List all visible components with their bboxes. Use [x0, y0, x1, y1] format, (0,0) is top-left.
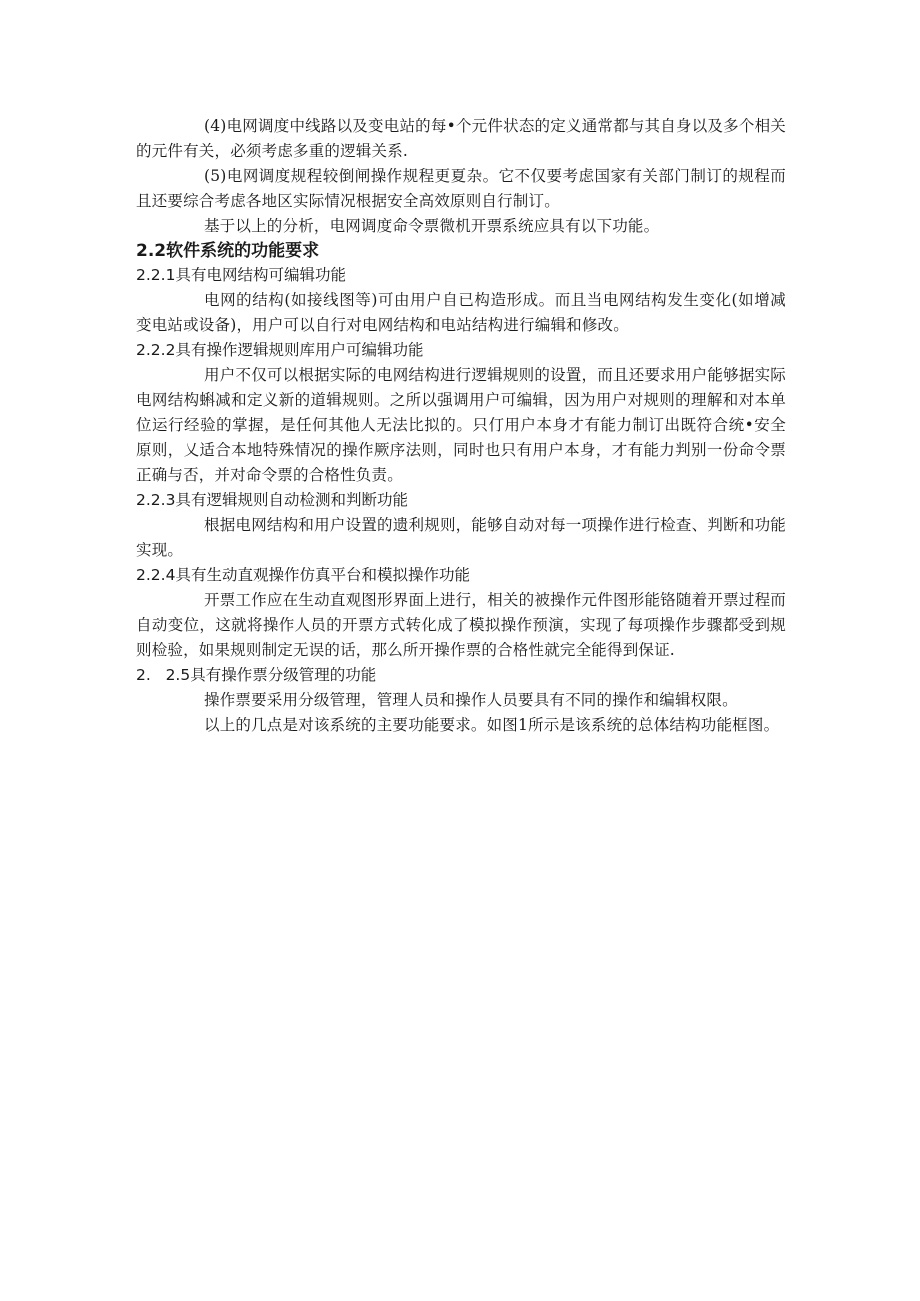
subsection-heading-2-2-5: 2. 2.5具有操作票分级管理的功能: [136, 666, 377, 684]
subsection-heading-2-2-1: 2.2.1具有电网结构可编辑功能: [136, 266, 346, 284]
section-heading-2-2: 2.2软件系统的功能要求: [136, 241, 320, 261]
paragraph-2-2-3: 根据电网结构和用户设置的遗利规则，能够自动对每一项操作进行检查、判断和功能实现。: [136, 516, 786, 559]
paragraph-2-2-4: 开票工作应在生动直观图形界面上进行，相关的被操作元件图形能铬随着开票过程而自动变位，这就将操作人员的开票方式转化成了模拟操作预演，实现了每项操作步骤都受到规则检验，如果规则制定无误的话，那么所开操作票的合格性就完全能得到保证.: [136, 591, 786, 659]
document-body: [136, 114, 786, 738]
paragraph-item-4: (4)电网调度中线路以及变电站的每•个元件状态的定义通常都与其自身以及多个相关的元件有关，必须考虑多重的逻辑关系.: [136, 117, 786, 160]
paragraph-2-2-2: 用户不仅可以根据实际的电网结构进行逻辑规则的设置，而且还要求用户能够据实际电网结构蝌减和定义新的道辑规则。之所以强调用户可编辑，因为用户对规则的理解和对本单位运行经验的掌握，是任何其他人无法比拟的。只仃用户本身才有能力制订出既符合统•安全原则，乂适合本地特殊情况的操作厥序法则，同时也只有用户本身，才有能力判别一份命令票正确与否，并对命令票的合格性负责。: [136, 366, 786, 484]
paragraph-summary: 基于以上的分析，电网调度命令票微机开票系统应具有以下功能。: [204, 217, 660, 235]
paragraph-2-2-1: 电网的结构(如接线图等)可由用户自已构造形成。而且当电网结构发生变化(如增减变电站或设备)，用户可以自行对电网结构和电站结构进行编辑和修改。: [136, 291, 786, 334]
paragraph-2-2-5: 操作票要采用分级管理，管理人员和操作人员要具有不同的操作和编辑权限。: [204, 691, 738, 709]
subsection-heading-2-2-2: 2.2.2具有操作逻辑规则库用户可编辑功能: [136, 341, 424, 359]
paragraph-conclusion: 以上的几点是对该系统的主要功能要求。如图1所示是该系统的总体结构功能框图。: [204, 716, 780, 734]
subsection-heading-2-2-4: 2.2.4具有生动直观操作仿真平台和模拟操作功能: [136, 566, 470, 584]
subsection-heading-2-2-3: 2.2.3具有逻辑规则自动检测和判断功能: [136, 491, 408, 509]
paragraph-item-5: (5)电网调度规程较倒闸操作规程更夏杂。它不仅要考虑国家有关部门制订的规程而且还要综合考虑各地区实际情况根据安全高效原则自行制订。: [136, 167, 786, 210]
